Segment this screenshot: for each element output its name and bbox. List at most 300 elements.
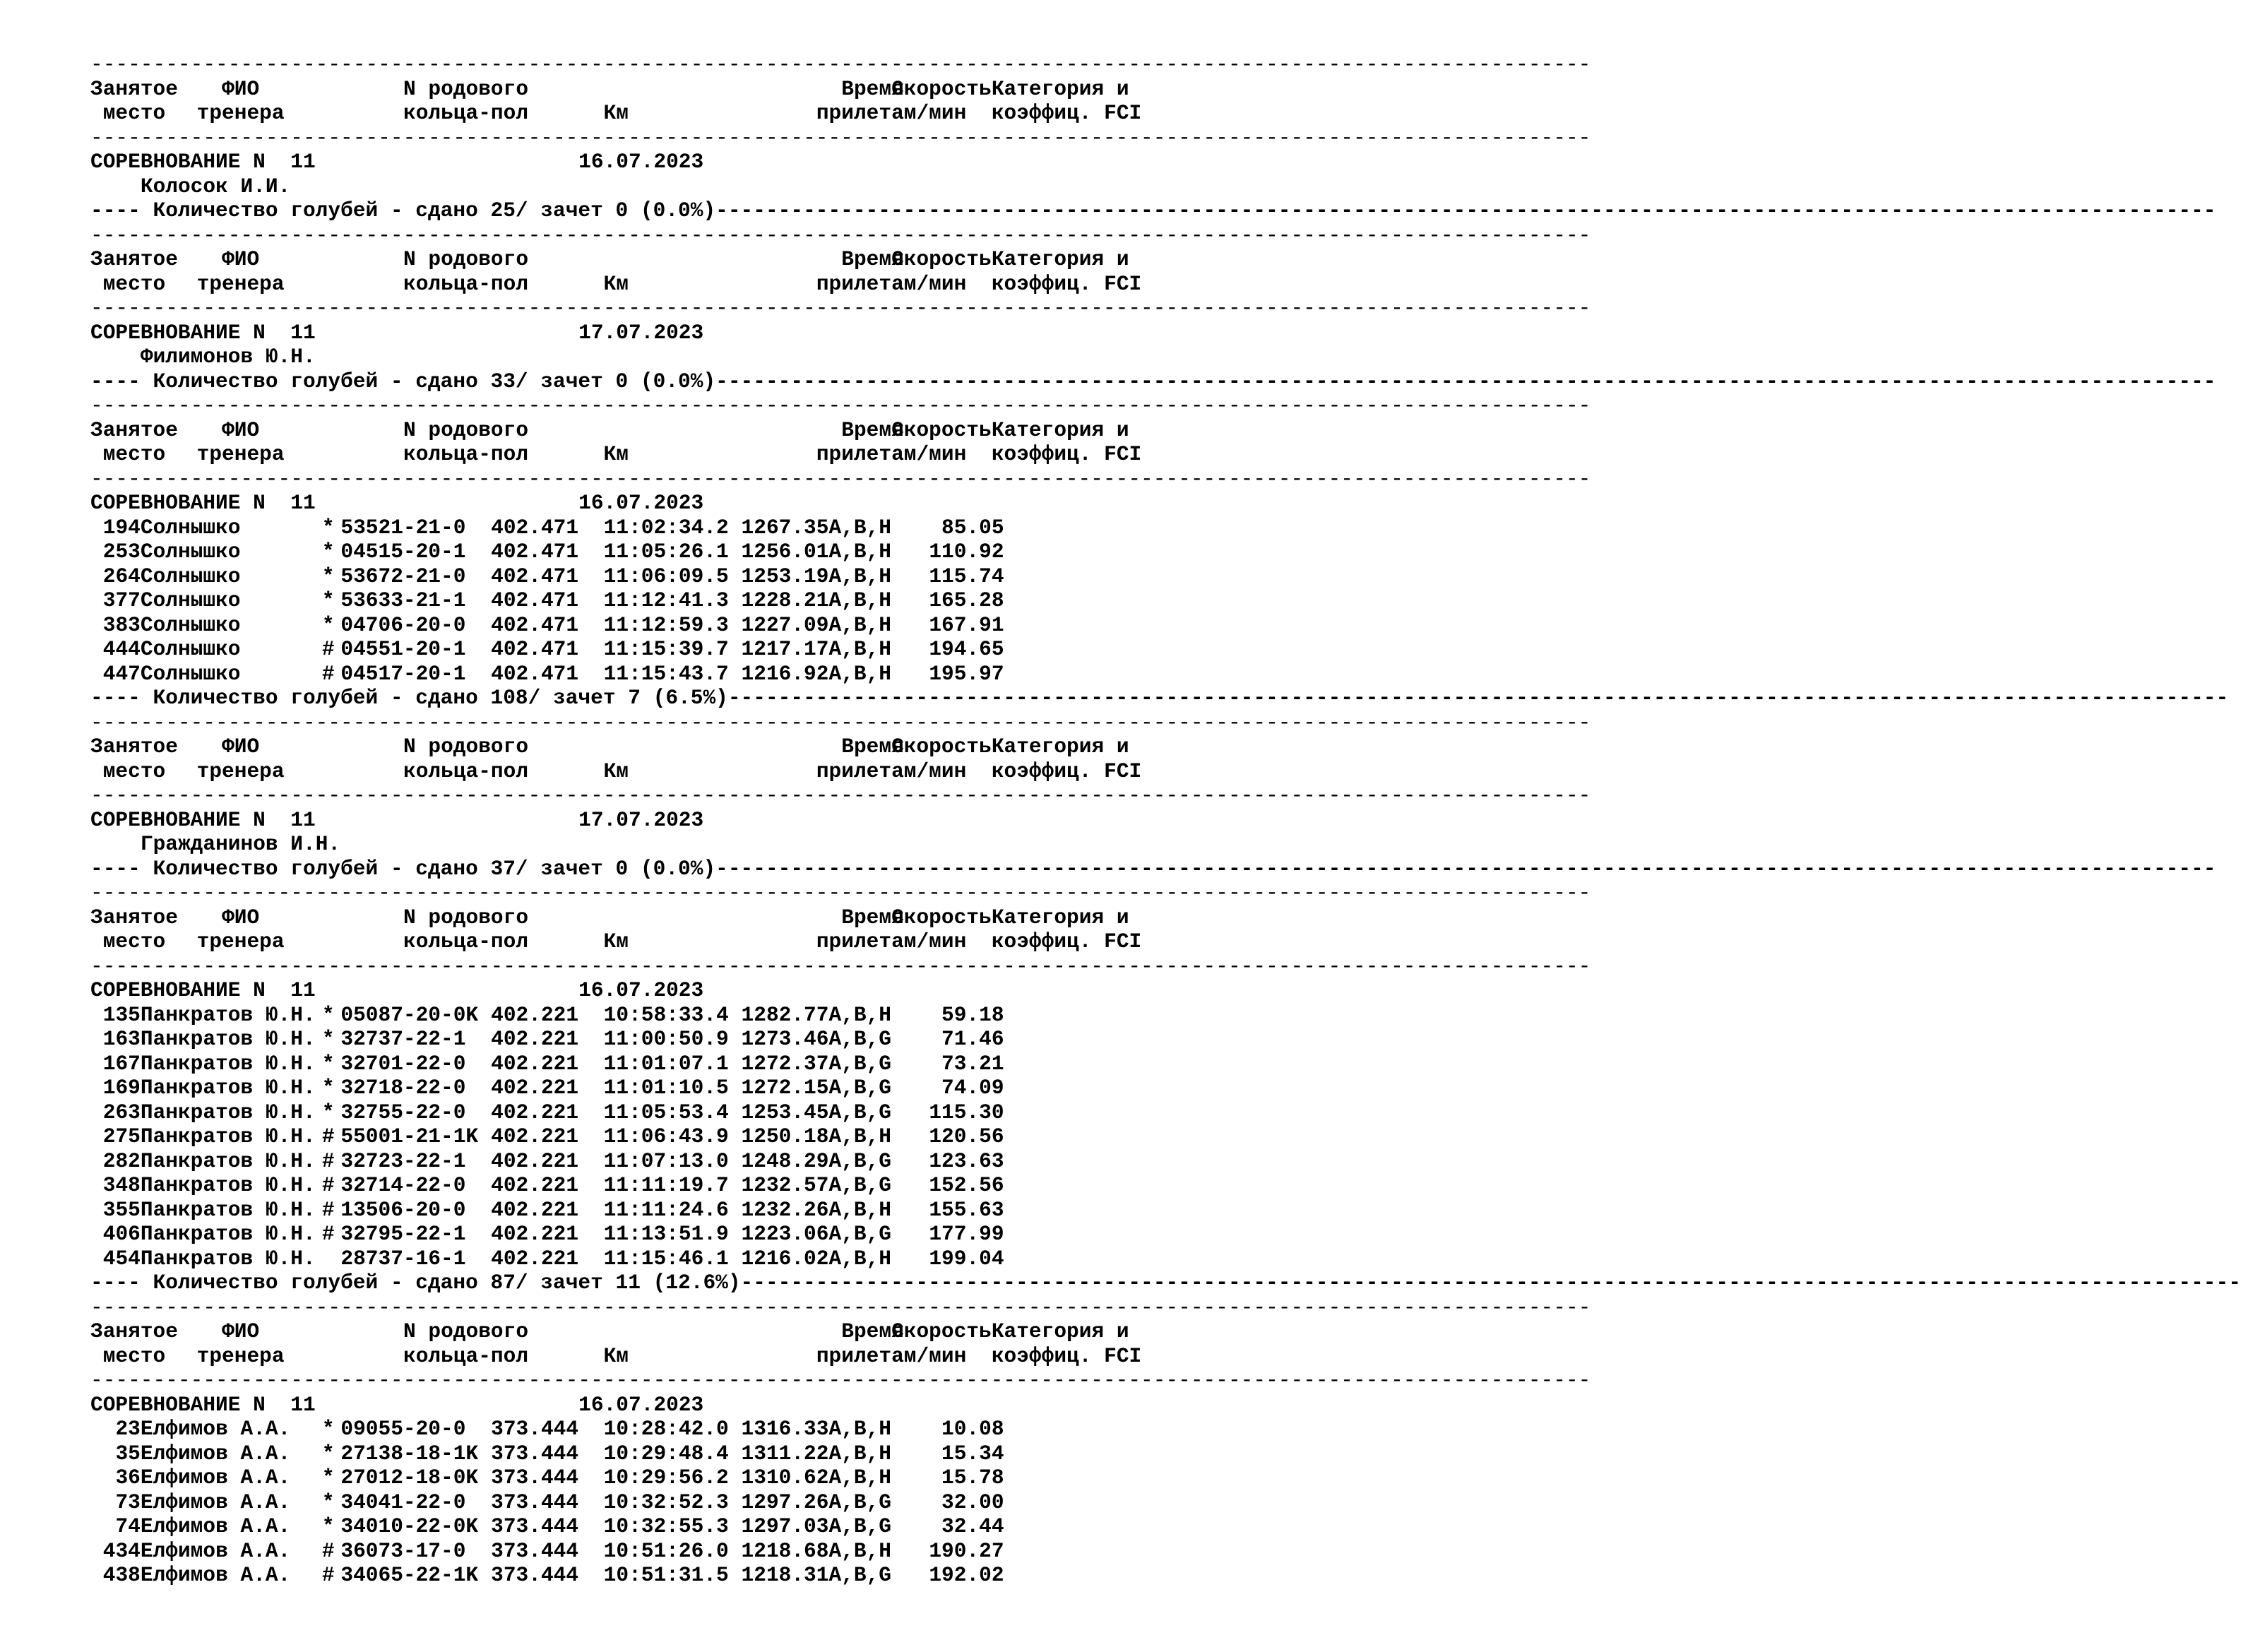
column-header-row-1 bbox=[90, 418, 1139, 443]
arrival-time: 10:28:42.0 bbox=[603, 1417, 729, 1441]
fci-coefficient: 32.00 bbox=[941, 1490, 1004, 1514]
ring-number: 32714-22-0 bbox=[340, 1173, 466, 1197]
distance-km: 402.221 bbox=[491, 1222, 579, 1246]
mark: * bbox=[321, 1417, 335, 1441]
ring-number: 04517-20-1 bbox=[340, 661, 466, 686]
fci-coefficient: 115.74 bbox=[929, 564, 1004, 588]
header-km: Км bbox=[603, 271, 629, 296]
header-speed: м/мин bbox=[891, 442, 967, 466]
competition-name: СОРЕВНОВАНИЕ N 11 bbox=[90, 1392, 316, 1417]
speed: 1248.29 bbox=[741, 1148, 829, 1173]
table-row bbox=[90, 1198, 1139, 1223]
trainer-name: Елфимов А.А. bbox=[140, 1538, 291, 1563]
competition-title bbox=[90, 491, 1139, 516]
header-speed: м/мин bbox=[891, 929, 967, 953]
speed: 1311.22 bbox=[741, 1441, 829, 1466]
header-time: прилета bbox=[816, 101, 904, 125]
mark: * bbox=[321, 1100, 335, 1124]
place: 438 bbox=[102, 1563, 141, 1587]
header-category: Категория и bbox=[991, 76, 1129, 101]
category: A,B,H bbox=[828, 1246, 891, 1271]
ring-number: 05087-20-0K bbox=[340, 1002, 479, 1027]
category: A,B,H bbox=[828, 1417, 891, 1441]
separator-rule: ------------------------------------------------------------------------------------------------------------------------ bbox=[90, 953, 1591, 978]
ring-number: 55001-21-1K bbox=[340, 1124, 479, 1148]
header-name: ФИО bbox=[222, 1319, 260, 1343]
arrival-time: 10:58:33.4 bbox=[603, 1002, 729, 1027]
competition-title bbox=[90, 321, 1139, 345]
arrival-time: 10:51:31.5 bbox=[603, 1563, 729, 1587]
category: A,B,G bbox=[828, 1051, 891, 1076]
column-header-row-1 bbox=[90, 77, 1139, 102]
fci-coefficient: 120.56 bbox=[929, 1124, 1004, 1148]
summary-line: ---- Количество голубей - сдано 25/ зачет 0 (0.0%)------------------------------------------------------------------------------------------------------------------------ bbox=[90, 198, 2216, 222]
header-ring: кольца-пол bbox=[403, 271, 529, 296]
summary-line: ---- Количество голубей - сдано 108/ зачет 7 (6.5%)------------------------------------------------------------------------------------------------------------------------ bbox=[90, 686, 2229, 710]
ring-number: 28737-16-1 bbox=[340, 1246, 466, 1271]
header-ring: N родового bbox=[403, 735, 529, 759]
arrival-time: 11:06:09.5 bbox=[603, 564, 729, 588]
ring-number: 27138-18-1K bbox=[340, 1441, 479, 1466]
arrival-time: 10:29:56.2 bbox=[603, 1466, 729, 1490]
trainer-name: Панкратов Ю.Н. bbox=[140, 1051, 316, 1076]
mark: * bbox=[321, 1002, 335, 1027]
fci-coefficient: 115.30 bbox=[929, 1100, 1004, 1124]
competition-title bbox=[90, 808, 1139, 833]
arrival-time: 11:13:51.9 bbox=[603, 1222, 729, 1246]
ring-number: 32755-22-0 bbox=[340, 1100, 466, 1124]
competition-date: 17.07.2023 bbox=[578, 320, 704, 345]
trainer-name: Солнышко bbox=[140, 515, 241, 540]
fci-coefficient: 15.34 bbox=[941, 1441, 1004, 1466]
table-row bbox=[90, 1003, 1139, 1028]
distance-km: 402.221 bbox=[491, 1246, 579, 1271]
arrival-time: 11:12:41.3 bbox=[603, 588, 729, 612]
fci-coefficient: 155.63 bbox=[929, 1197, 1004, 1222]
competition-title bbox=[90, 978, 1139, 1003]
place: 444 bbox=[102, 637, 141, 661]
mark: # bbox=[321, 1148, 335, 1173]
speed: 1253.45 bbox=[741, 1100, 829, 1124]
distance-km: 402.221 bbox=[491, 1100, 579, 1124]
header-time: Время bbox=[841, 905, 904, 929]
distance-km: 373.444 bbox=[491, 1538, 579, 1563]
table-row bbox=[90, 1027, 1139, 1052]
column-header-row-2 bbox=[90, 442, 1142, 467]
separator-rule: ------------------------------------------------------------------------------------------------------------------------ bbox=[90, 296, 1591, 320]
speed: 1253.19 bbox=[741, 564, 829, 588]
fci-coefficient: 71.46 bbox=[941, 1027, 1004, 1051]
arrival-time: 11:07:13.0 bbox=[603, 1148, 729, 1173]
table-row bbox=[90, 662, 1139, 687]
mark: # bbox=[321, 637, 335, 661]
header-speed: Скорость bbox=[891, 76, 992, 101]
header-ring: N родового bbox=[403, 247, 529, 271]
header-ring: кольца-пол bbox=[403, 1343, 529, 1368]
table-row bbox=[90, 1563, 1139, 1588]
speed: 1217.17 bbox=[741, 637, 829, 661]
ring-number: 04515-20-1 bbox=[340, 540, 466, 564]
header-time: Время bbox=[841, 247, 904, 271]
place: 35 bbox=[115, 1441, 141, 1466]
header-time: прилета bbox=[816, 1343, 904, 1368]
results-report bbox=[90, 52, 2241, 1588]
category: A,B,G bbox=[828, 1100, 891, 1124]
mark: * bbox=[321, 1466, 335, 1490]
arrival-time: 11:02:34.2 bbox=[603, 515, 729, 540]
place: 74 bbox=[115, 1514, 141, 1538]
separator-rule: ------------------------------------------------------------------------------------------------------------------------ bbox=[90, 783, 1591, 807]
place: 169 bbox=[102, 1076, 141, 1100]
header-category: Категория и bbox=[991, 247, 1129, 271]
distance-km: 373.444 bbox=[491, 1490, 579, 1514]
column-header-row-2 bbox=[90, 271, 1142, 297]
column-header-row-1 bbox=[90, 735, 1139, 759]
place: 275 bbox=[102, 1124, 141, 1148]
separator-rule: ------------------------------------------------------------------------------------------------------------------------ bbox=[90, 52, 1591, 76]
arrival-time: 11:05:26.1 bbox=[603, 540, 729, 564]
header-place: Занятое bbox=[90, 735, 178, 759]
speed: 1282.77 bbox=[741, 1002, 829, 1027]
trainer-name: Панкратов Ю.Н. bbox=[140, 1222, 316, 1246]
distance-km: 402.471 bbox=[491, 661, 579, 686]
category: A,B,H bbox=[828, 661, 891, 686]
speed: 1228.21 bbox=[741, 588, 829, 612]
arrival-time: 11:01:07.1 bbox=[603, 1051, 729, 1076]
ring-number: 32795-22-1 bbox=[340, 1222, 466, 1246]
header-category: Категория и bbox=[991, 905, 1129, 929]
header-ring: кольца-пол bbox=[403, 929, 529, 953]
trainer-name: Панкратов Ю.Н. bbox=[140, 1246, 316, 1271]
fci-coefficient: 74.09 bbox=[941, 1076, 1004, 1100]
header-ring: N родового bbox=[403, 1319, 529, 1343]
speed: 1297.03 bbox=[741, 1514, 829, 1538]
fci-coefficient: 165.28 bbox=[929, 588, 1004, 612]
fci-coefficient: 32.44 bbox=[941, 1514, 1004, 1538]
distance-km: 402.221 bbox=[491, 1076, 579, 1100]
table-row bbox=[90, 516, 1139, 540]
header-ring: N родового bbox=[403, 905, 529, 929]
column-header-row-2 bbox=[90, 1343, 1142, 1369]
fci-coefficient: 73.21 bbox=[941, 1051, 1004, 1076]
table-row bbox=[90, 1539, 1139, 1564]
header-ring: кольца-пол bbox=[403, 442, 529, 466]
trainer-name: Панкратов Ю.Н. bbox=[140, 1173, 316, 1197]
trainer-name: Елфимов А.А. bbox=[140, 1466, 291, 1490]
trainer-name: Солнышко bbox=[140, 612, 241, 637]
fci-coefficient: 167.91 bbox=[929, 612, 1004, 637]
ring-number: 32737-22-1 bbox=[340, 1027, 466, 1051]
arrival-time: 11:11:19.7 bbox=[603, 1173, 729, 1197]
category: A,B,H bbox=[828, 1197, 891, 1222]
competition-name: СОРЕВНОВАНИЕ N 11 bbox=[90, 807, 316, 832]
arrival-time: 11:12:59.3 bbox=[603, 612, 729, 637]
mark: * bbox=[321, 612, 335, 637]
speed: 1232.26 bbox=[741, 1197, 829, 1222]
speed: 1256.01 bbox=[741, 540, 829, 564]
arrival-time: 11:15:43.7 bbox=[603, 661, 729, 686]
header-name: ФИО bbox=[222, 735, 260, 759]
header-category: коэффиц. FCI bbox=[991, 759, 1142, 783]
header-time: прилета bbox=[816, 759, 904, 783]
category: A,B,G bbox=[828, 1148, 891, 1173]
column-header-row-1 bbox=[90, 1319, 1139, 1344]
header-time: Время bbox=[841, 417, 904, 442]
table-row bbox=[90, 564, 1139, 589]
competition-name: СОРЕВНОВАНИЕ N 11 bbox=[90, 978, 316, 1002]
separator-rule: ------------------------------------------------------------------------------------------------------------------------ bbox=[90, 466, 1591, 491]
mark: * bbox=[321, 1027, 335, 1051]
fci-coefficient: 192.02 bbox=[929, 1563, 1004, 1587]
category: A,B,G bbox=[828, 1076, 891, 1100]
header-category: коэффиц. FCI bbox=[991, 929, 1142, 953]
trainer-name: Солнышко bbox=[140, 540, 241, 564]
column-header-row-2 bbox=[90, 101, 1142, 126]
speed: 1223.06 bbox=[741, 1222, 829, 1246]
competition-name: СОРЕВНОВАНИЕ N 11 bbox=[90, 150, 316, 174]
header-time: прилета bbox=[816, 442, 904, 466]
table-row bbox=[90, 1149, 1139, 1174]
header-speed: м/мин bbox=[891, 271, 967, 296]
category: A,B,G bbox=[828, 1222, 891, 1246]
header-category: коэффиц. FCI bbox=[991, 442, 1142, 466]
fancier-name-text: Гражданинов И.Н. bbox=[140, 832, 341, 856]
separator-rule: ------------------------------------------------------------------------------------------------------------------------ bbox=[90, 222, 1591, 247]
header-ring: кольца-пол bbox=[403, 759, 529, 783]
separator-rule: ------------------------------------------------------------------------------------------------------------------------ bbox=[90, 125, 1591, 150]
header-category: коэффиц. FCI bbox=[991, 271, 1142, 296]
summary-line: ---- Количество голубей - сдано 37/ зачет 0 (0.0%)------------------------------------------------------------------------------------------------------------------------ bbox=[90, 856, 2216, 881]
trainer-name: Солнышко bbox=[140, 564, 241, 588]
table-row bbox=[90, 1222, 1139, 1247]
place: 454 bbox=[102, 1246, 141, 1271]
place: 167 bbox=[102, 1051, 141, 1076]
place: 447 bbox=[102, 661, 141, 686]
speed: 1310.62 bbox=[741, 1466, 829, 1490]
arrival-time: 11:05:53.4 bbox=[603, 1100, 729, 1124]
fci-coefficient: 199.04 bbox=[929, 1246, 1004, 1271]
trainer-name: Елфимов А.А. bbox=[140, 1514, 291, 1538]
mark: # bbox=[321, 661, 335, 686]
trainer-name: Солнышко bbox=[140, 637, 241, 661]
ring-number: 09055-20-0 bbox=[340, 1417, 466, 1441]
distance-km: 402.471 bbox=[491, 637, 579, 661]
header-name: ФИО bbox=[222, 76, 260, 101]
arrival-time: 11:00:50.9 bbox=[603, 1027, 729, 1051]
header-speed: Скорость bbox=[891, 735, 992, 759]
arrival-time: 11:06:43.9 bbox=[603, 1124, 729, 1148]
distance-km: 402.471 bbox=[491, 588, 579, 612]
speed: 1297.26 bbox=[741, 1490, 829, 1514]
distance-km: 402.471 bbox=[491, 612, 579, 637]
header-name: тренера bbox=[196, 442, 285, 466]
header-category: Категория и bbox=[991, 1319, 1129, 1343]
header-km: Км bbox=[603, 442, 629, 466]
trainer-name: Елфимов А.А. bbox=[140, 1441, 291, 1466]
trainer-name: Панкратов Ю.Н. bbox=[140, 1027, 316, 1051]
distance-km: 373.444 bbox=[491, 1441, 579, 1466]
category: A,B,H bbox=[828, 1002, 891, 1027]
distance-km: 402.221 bbox=[491, 1124, 579, 1148]
trainer-name: Панкратов Ю.Н. bbox=[140, 1076, 316, 1100]
speed: 1267.35 bbox=[741, 515, 829, 540]
category: A,B,H bbox=[828, 637, 891, 661]
header-km: Км bbox=[603, 759, 629, 783]
speed: 1218.68 bbox=[741, 1538, 829, 1563]
place: 406 bbox=[102, 1222, 141, 1246]
category: A,B,H bbox=[828, 515, 891, 540]
header-place: Занятое bbox=[90, 1319, 178, 1343]
arrival-time: 10:51:26.0 bbox=[603, 1538, 729, 1563]
ring-number: 36073-17-0 bbox=[340, 1538, 466, 1563]
competition-title bbox=[90, 1393, 1139, 1418]
header-category: коэффиц. FCI bbox=[991, 101, 1142, 125]
competition-date: 16.07.2023 bbox=[578, 1392, 704, 1417]
place: 264 bbox=[102, 564, 141, 588]
place: 36 bbox=[115, 1466, 141, 1490]
arrival-time: 10:32:55.3 bbox=[603, 1514, 729, 1538]
fci-coefficient: 152.56 bbox=[929, 1173, 1004, 1197]
fci-coefficient: 195.97 bbox=[929, 661, 1004, 686]
header-name: ФИО bbox=[222, 247, 260, 271]
place: 263 bbox=[102, 1100, 141, 1124]
place: 355 bbox=[102, 1197, 141, 1222]
place: 348 bbox=[102, 1173, 141, 1197]
distance-km: 373.444 bbox=[491, 1417, 579, 1441]
speed: 1227.09 bbox=[741, 612, 829, 637]
header-time: Время bbox=[841, 1319, 904, 1343]
header-place: место bbox=[90, 271, 166, 296]
header-ring: N родового bbox=[403, 76, 529, 101]
competition-date: 16.07.2023 bbox=[578, 491, 704, 515]
header-place: место bbox=[90, 1343, 166, 1368]
summary-line: ---- Количество голубей - сдано 87/ зачет 11 (12.6%)------------------------------------------------------------------------------------------------------------------------ bbox=[90, 1271, 2241, 1295]
fancier-name bbox=[90, 832, 1139, 857]
mark: * bbox=[321, 1490, 335, 1514]
distance-km: 402.471 bbox=[491, 515, 579, 540]
header-place: Занятое bbox=[90, 905, 178, 929]
trainer-name: Панкратов Ю.Н. bbox=[140, 1124, 316, 1148]
header-category: коэффиц. FCI bbox=[991, 1343, 1142, 1368]
mark: * bbox=[321, 540, 335, 564]
fancier-name bbox=[90, 174, 1139, 199]
place: 23 bbox=[115, 1417, 141, 1441]
distance-km: 402.221 bbox=[491, 1002, 579, 1027]
ring-number: 34041-22-0 bbox=[340, 1490, 466, 1514]
mark: # bbox=[321, 1222, 335, 1246]
header-speed: Скорость bbox=[891, 1319, 992, 1343]
category: A,B,H bbox=[828, 564, 891, 588]
ring-number: 13506-20-0 bbox=[340, 1197, 466, 1222]
table-row bbox=[90, 1247, 1139, 1271]
competition-date: 16.07.2023 bbox=[578, 978, 704, 1002]
trainer-name: Панкратов Ю.Н. bbox=[140, 1197, 316, 1222]
separator-rule: ------------------------------------------------------------------------------------------------------------------------ bbox=[90, 1295, 1591, 1319]
ring-number: 34065-22-1K bbox=[340, 1563, 479, 1587]
arrival-time: 10:29:48.4 bbox=[603, 1441, 729, 1466]
column-header-row-2 bbox=[90, 759, 1142, 784]
category: A,B,H bbox=[828, 1538, 891, 1563]
ring-number: 32701-22-0 bbox=[340, 1051, 466, 1076]
fancier-name-text: Филимонов Ю.Н. bbox=[140, 345, 316, 369]
header-name: ФИО bbox=[222, 417, 260, 442]
competition-title bbox=[90, 150, 1139, 174]
competition-name: СОРЕВНОВАНИЕ N 11 bbox=[90, 491, 316, 515]
speed: 1218.31 bbox=[741, 1563, 829, 1587]
trainer-name: Солнышко bbox=[140, 661, 241, 686]
speed: 1250.18 bbox=[741, 1124, 829, 1148]
separator-rule: ------------------------------------------------------------------------------------------------------------------------ bbox=[90, 710, 1591, 735]
category: A,B,H bbox=[828, 1124, 891, 1148]
arrival-time: 11:15:46.1 bbox=[603, 1246, 729, 1271]
fci-coefficient: 190.27 bbox=[929, 1538, 1004, 1563]
header-place: Занятое bbox=[90, 417, 178, 442]
header-speed: м/мин bbox=[891, 101, 967, 125]
fci-coefficient: 110.92 bbox=[929, 540, 1004, 564]
ring-number: 04706-20-0 bbox=[340, 612, 466, 637]
separator-rule: ------------------------------------------------------------------------------------------------------------------------ bbox=[90, 1368, 1591, 1392]
category: A,B,H bbox=[828, 1466, 891, 1490]
table-row bbox=[90, 1442, 1139, 1466]
arrival-time: 11:11:24.6 bbox=[603, 1197, 729, 1222]
mark: # bbox=[321, 1124, 335, 1148]
summary-line: ---- Количество голубей - сдано 33/ зачет 0 (0.0%)------------------------------------------------------------------------------------------------------------------------ bbox=[90, 369, 2216, 393]
trainer-name: Панкратов Ю.Н. bbox=[140, 1148, 316, 1173]
fci-coefficient: 85.05 bbox=[941, 515, 1004, 540]
mark: * bbox=[321, 1076, 335, 1100]
mark: * bbox=[321, 515, 335, 540]
table-row bbox=[90, 1076, 1139, 1100]
distance-km: 402.221 bbox=[491, 1148, 579, 1173]
header-name: тренера bbox=[196, 101, 285, 125]
ring-number: 27012-18-0K bbox=[340, 1466, 479, 1490]
header-speed: м/мин bbox=[891, 1343, 967, 1368]
header-km: Км bbox=[603, 929, 629, 953]
fancier-name bbox=[90, 345, 1139, 369]
mark: * bbox=[321, 1051, 335, 1076]
distance-km: 373.444 bbox=[491, 1563, 579, 1587]
table-row bbox=[90, 1173, 1139, 1198]
arrival-time: 11:01:10.5 bbox=[603, 1076, 729, 1100]
distance-km: 402.221 bbox=[491, 1027, 579, 1051]
distance-km: 373.444 bbox=[491, 1514, 579, 1538]
fci-coefficient: 59.18 bbox=[941, 1002, 1004, 1027]
header-time: прилета bbox=[816, 929, 904, 953]
ring-number: 53521-21-0 bbox=[340, 515, 466, 540]
distance-km: 402.221 bbox=[491, 1173, 579, 1197]
place: 135 bbox=[102, 1002, 141, 1027]
speed: 1316.33 bbox=[741, 1417, 829, 1441]
mark: * bbox=[321, 1514, 335, 1538]
table-row bbox=[90, 1490, 1139, 1515]
competition-date: 16.07.2023 bbox=[578, 150, 704, 174]
header-place: Занятое bbox=[90, 247, 178, 271]
header-speed: Скорость bbox=[891, 417, 992, 442]
header-time: Время bbox=[841, 76, 904, 101]
category: A,B,G bbox=[828, 1490, 891, 1514]
competition-name: СОРЕВНОВАНИЕ N 11 bbox=[90, 320, 316, 345]
trainer-name: Панкратов Ю.Н. bbox=[140, 1002, 316, 1027]
trainer-name: Панкратов Ю.Н. bbox=[140, 1100, 316, 1124]
distance-km: 402.471 bbox=[491, 564, 579, 588]
table-row bbox=[90, 1124, 1139, 1149]
header-category: Категория и bbox=[991, 735, 1129, 759]
header-time: Время bbox=[841, 735, 904, 759]
header-speed: м/мин bbox=[891, 759, 967, 783]
mark: # bbox=[321, 1563, 335, 1587]
speed: 1272.37 bbox=[741, 1051, 829, 1076]
table-row bbox=[90, 1466, 1139, 1490]
